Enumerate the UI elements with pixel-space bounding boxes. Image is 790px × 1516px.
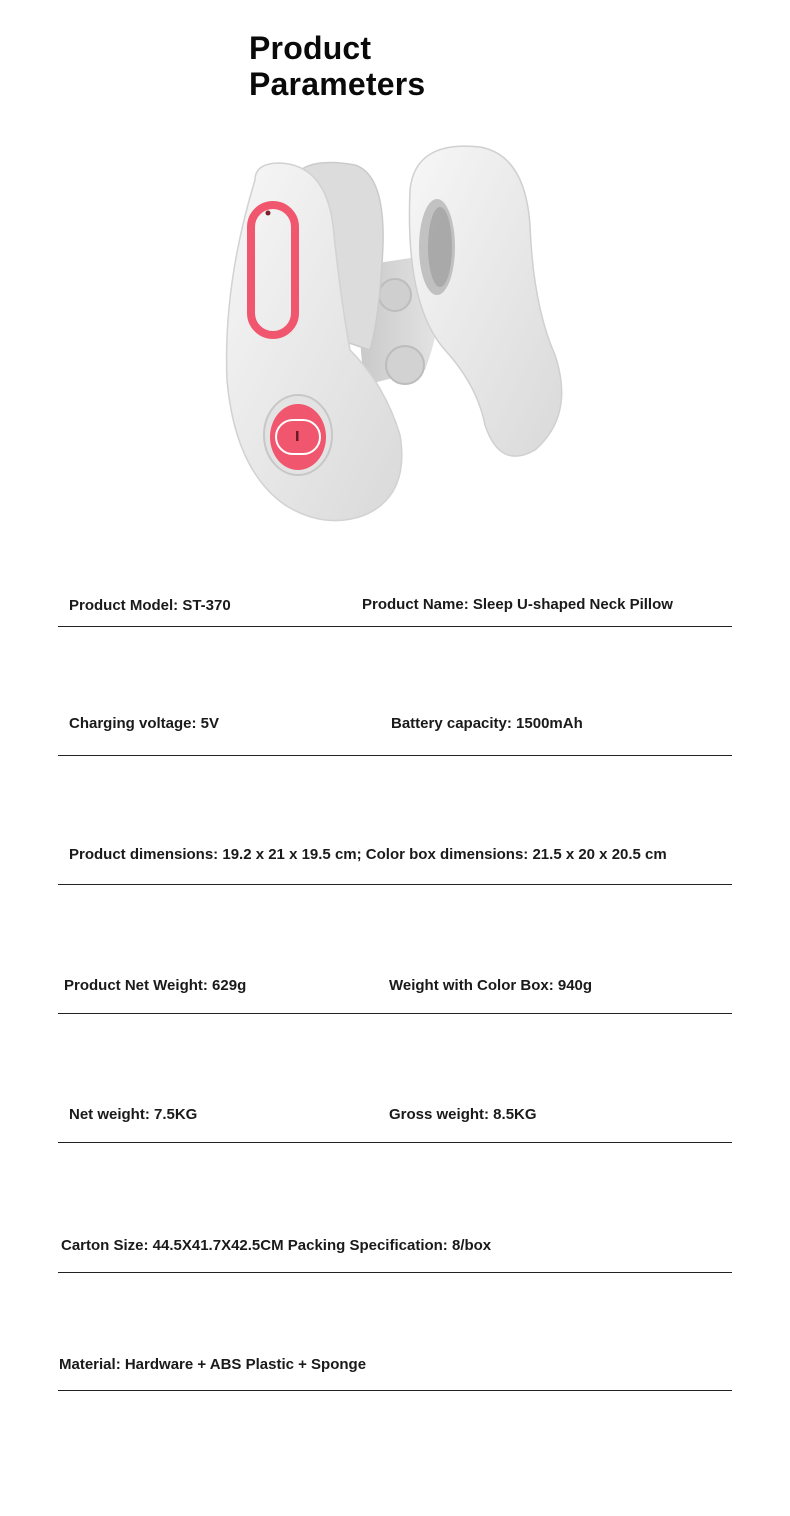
param-row-material — [58, 1340, 732, 1391]
param-row-model-name — [58, 583, 732, 627]
carton-size: Carton Size: 44.5X41.7X42.5CM Packing Specification: 8/box — [61, 1237, 492, 1254]
pillow-indicator-dot — [266, 211, 271, 216]
gross-weight: Gross weight: 8.5KG — [389, 1106, 537, 1123]
param-row-weights — [58, 960, 732, 1014]
pillow-right-wing — [409, 146, 561, 456]
weight-with-color-box: Weight with Color Box: 940g — [389, 977, 593, 994]
pillow-knob-upper — [379, 279, 411, 311]
pillow-knob-lower — [386, 346, 424, 384]
param-row-carton-weights — [58, 1090, 732, 1143]
battery-capacity: Battery capacity: 1500mAh — [391, 715, 583, 732]
pillow-power-symbol — [296, 431, 299, 441]
charging-voltage: Charging voltage: 5V — [69, 715, 220, 732]
page-title-line-1: Product — [249, 30, 372, 66]
neck-pillow-image — [215, 135, 580, 530]
net-weight: Net weight: 7.5KG — [69, 1106, 198, 1123]
param-row-carton — [58, 1220, 732, 1273]
param-row-voltage-battery — [58, 700, 732, 756]
param-row-dimensions — [58, 830, 732, 885]
page-title — [249, 30, 425, 102]
pillow-right-cushion-inner — [428, 207, 452, 287]
material: Material: Hardware + ABS Plastic + Sponge — [59, 1356, 367, 1373]
product-net-weight: Product Net Weight: 629g — [64, 977, 247, 994]
product-dimensions: Product dimensions: 19.2 x 21 x 19.5 cm; Color box dimensions: 21.5 x 20 x 20.5 cm — [69, 846, 667, 863]
page-title-line-2: Parameters — [249, 66, 426, 102]
product-model: Product Model: ST-370 — [69, 597, 231, 614]
product-name: Product Name: Sleep U-shaped Neck Pillow — [362, 596, 673, 613]
